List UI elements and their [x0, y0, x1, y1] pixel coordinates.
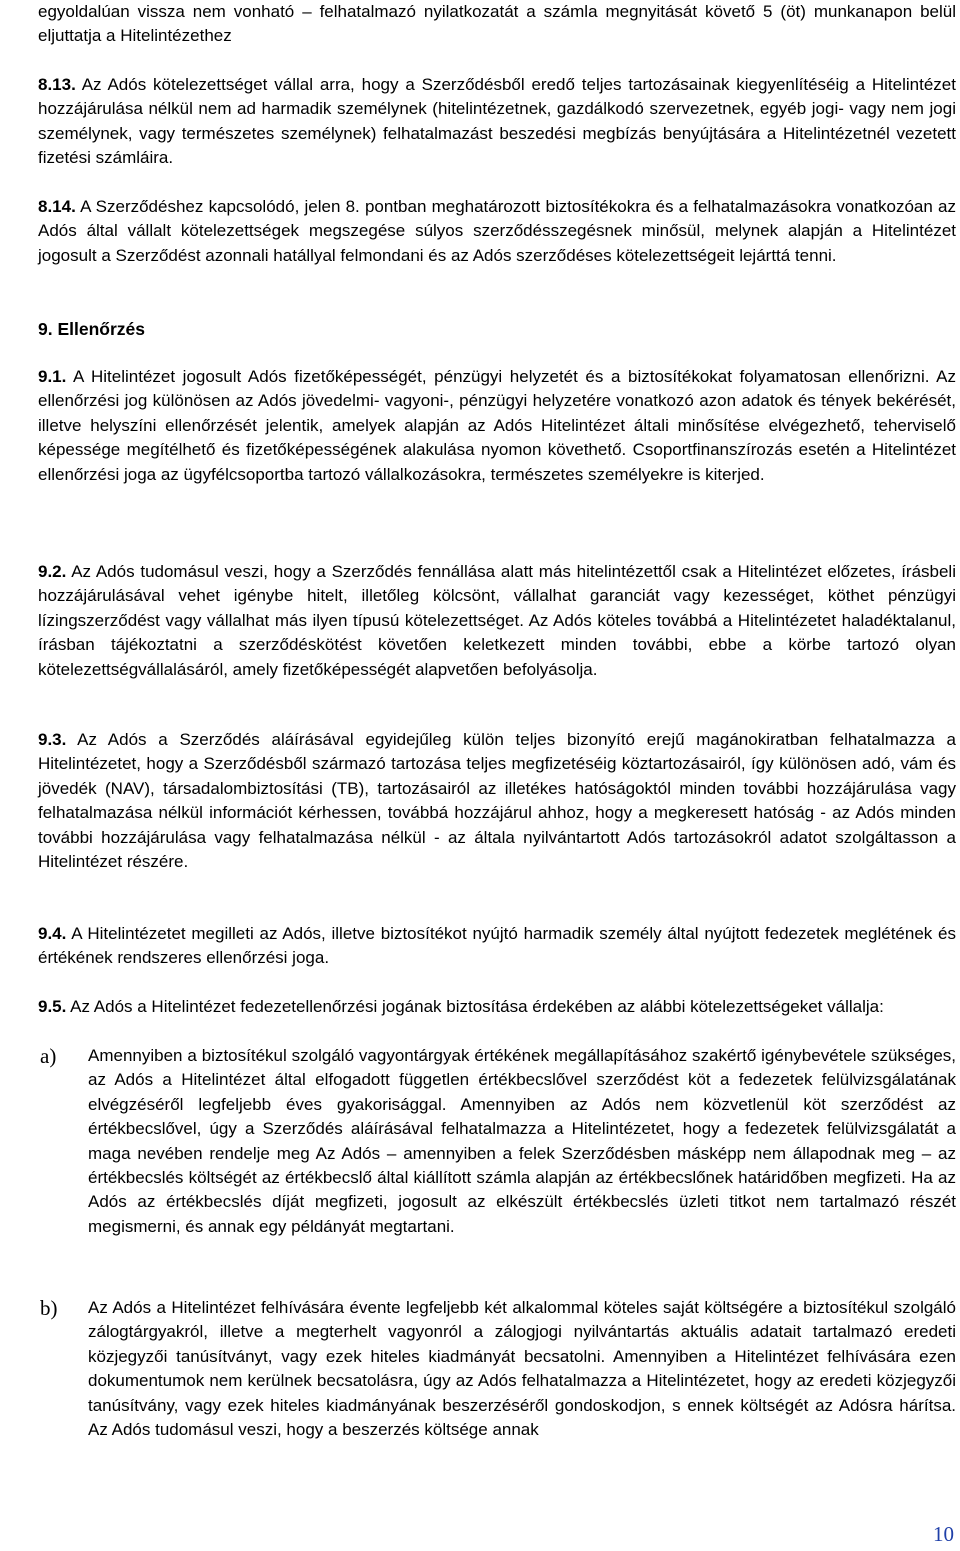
- paragraph-8-12-continuation: egyoldalúan vissza nem vonható – felhatalmazó nyilatkozatát a számla megnyitását követő 5 (öt) munkanapon belül eljuttatja a Hitelintézethez: [38, 2, 956, 46]
- paragraph-9-1: [38, 365, 956, 487]
- paragraph-number: 9.3.: [38, 730, 67, 749]
- paragraph-text: Az Adós a Szerződés aláírásával egyidejűleg külön teljes bizonyító erejű magánokiratban felhatalmazza a Hitelintézetet, hogy a Szerződésből származó tartozása teljes megfizetéséig köztartozásairól, így különösen adó, vám és jövedék (NAV), társadalombiztosítási (TB), tartozásairól az illetékes hatóságoktól minden további hozzájárulása vagy felhatalmazása nélkül információt kérhessen, továbbá hozzájárul ahhoz, hogy a megkeresett hatóság - az Adós minden további hozzájárulása vagy felhatalmazása nélkül - az általa nyilvántartott Adós tartozásokról adatot szolgáltasson a Hitelintézet részére.: [38, 730, 956, 872]
- paragraph-8-13: [38, 73, 956, 171]
- list-marker-b: b): [40, 1296, 58, 1320]
- paragraph-number: 8.14.: [38, 197, 76, 216]
- paragraph-9-5: [38, 995, 956, 1019]
- paragraph-8-14: [38, 195, 956, 268]
- paragraph-9-4: [38, 922, 956, 971]
- list-item-a: Amennyiben a biztosítékul szolgáló vagyontárgyak értékének megállapításához szakértő igénybevétele szükséges, az Adós a Hitelintézet által elfogadott független értékbecslővel szerződést köt a fedezetek felülvizsgálatának elvégzéséről legfeljebb éves gyakorisággal. Amennyiben az Adós nem közvetlenül köt szerződést az értékbecslővel, úgy a Szerződés aláírásával felhatalmazza a Hitelintézetet, hogy a fedezetek felülvizsgálatát a maga nevében rendelje meg Az Adós – amennyiben a felek Szerződésben másképp nem állapodnak meg – az értékbecslés költségét az értékbecslő által kiállított számla alapján az értékbecslőnek határidőben megfizeti. Ha az Adós az értékbecslés díját megfizeti, jogosult az elkészült értékbecslés üzleti titkot nem tartalmazó részét megismerni, és annak egy példányát megtartani.: [88, 1046, 956, 1236]
- paragraph-number: 9.2.: [38, 562, 67, 581]
- section-heading-ellenorzes: 9. Ellenőrzés: [38, 319, 145, 339]
- list-item-b: Az Adós a Hitelintézet felhívására évente legfeljebb két alkalommal köteles saját költségére a biztosítékul szolgáló zálogtárgyakról, illetve a megterhelt vagyonról a zálogjogi nyilvántartás aktuális adatait tartalmazó eredeti közjegyzői tanúsítványt, vagy ezek hiteles kiadmányát becsatolni. Amennyiben a Hitelintézet felhívására ezen dokumentumok nem kerülnek becsatolásra, úgy az Adós felhatalmazza a Hitelintézetet, hogy az eredeti közjegyzői tanúsítvány, vagy ezek hiteles kiadmányának beszerzéséről gondoskodjon, s ennek költségét az Adósra hárítsa. Az Adós tudomásul veszi, hogy a beszerzés költsége annak: [88, 1298, 956, 1440]
- paragraph-text: Az Adós tudomásul veszi, hogy a Szerződés fennállása alatt más hitelintézettől csak a Hitelintézet előzetes, írásbeli hozzájárulásával vehet igénybe hitelt, illetőleg kölcsönt, vállalhat garanciát vagy kezességet, köthet pénzügyi lízingszerződést vagy vállalhat más ilyen típusú kötelezettséget. Az Adós köteles továbbá a Hitelintézetet haladéktalanul, írásban tájékoztatni a szerződéskötést követően keletkezett minden további, ebbe a körbe tartozó olyan kötelezettségvállalásáról, amely fizetőképességét alapvetően befolyásolja.: [38, 562, 956, 679]
- paragraph-text: A Hitelintézet jogosult Adós fizetőképességét, pénzügyi helyzetét és a biztosítékokat folyamatosan ellenőrizni. Az ellenőrzési jog különösen az Adós jövedelmi- vagyoni-, pénzügyi helyzetére vonatkozó azon adatok és tények bekérését, illetve helyszíni ellenőrzését jelentik, amelyek alapján az Adós Hitelintézet általi minősítése elvégezhető, teherviselő képessége megítélhető és fizetőképességének alakulása nyomon követhető. Csoportfinanszírozás esetén a Hitelintézet ellenőrzési joga az ügyfélcsoportba tartozó vállalkozásokra, természetes személyekre is kiterjed.: [38, 367, 956, 484]
- paragraph-text: Az Adós kötelezettséget vállal arra, hogy a Szerződésből eredő teljes tartozásainak kiegyenlítéséig a Hitelintézet hozzájárulása nélkül nem ad harmadik személynek (hitelintézetnek, gazdálkodó szervezetnek, egyéb jogi- vagy nem jogi személynek, vagy természetes személynek) felhatalmazást beszedési megbízás benyújtására a Hitelintézetnél vezetett fizetési számláira.: [38, 75, 956, 168]
- paragraph-number: 8.13.: [38, 75, 76, 94]
- paragraph-text: A Hitelintézetet megilleti az Adós, illetve biztosítékot nyújtó harmadik személy által nyújtott fedezetek meglétének és értékének rendszeres ellenőrzési joga.: [38, 924, 956, 968]
- paragraph-9-2: [38, 560, 956, 682]
- paragraph-number: 9.1.: [38, 367, 67, 386]
- paragraph-9-3: [38, 728, 956, 874]
- page-number: 10: [933, 1522, 954, 1546]
- paragraph-number: 9.4.: [38, 924, 67, 943]
- paragraph-number: 9.5.: [38, 997, 67, 1016]
- list-marker-a: a): [40, 1044, 57, 1068]
- paragraph-text: A Szerződéshez kapcsolódó, jelen 8. pontban meghatározott biztosítékokra és a felhatalmazásokra vonatkozóan az Adós által vállalt kötelezettségek megszegése súlyos szerződésszegésnek minősül, melynek alapján a Hitelintézet jogosult a Szerződést azonnali hatállyal felmondani és az Adós szerződéses kötelezettségeit lejárttá tenni.: [38, 197, 956, 265]
- paragraph-text: Az Adós a Hitelintézet fedezetellenőrzési jogának biztosítása érdekében az alábbi kötelezettségeket vállalja:: [70, 997, 884, 1016]
